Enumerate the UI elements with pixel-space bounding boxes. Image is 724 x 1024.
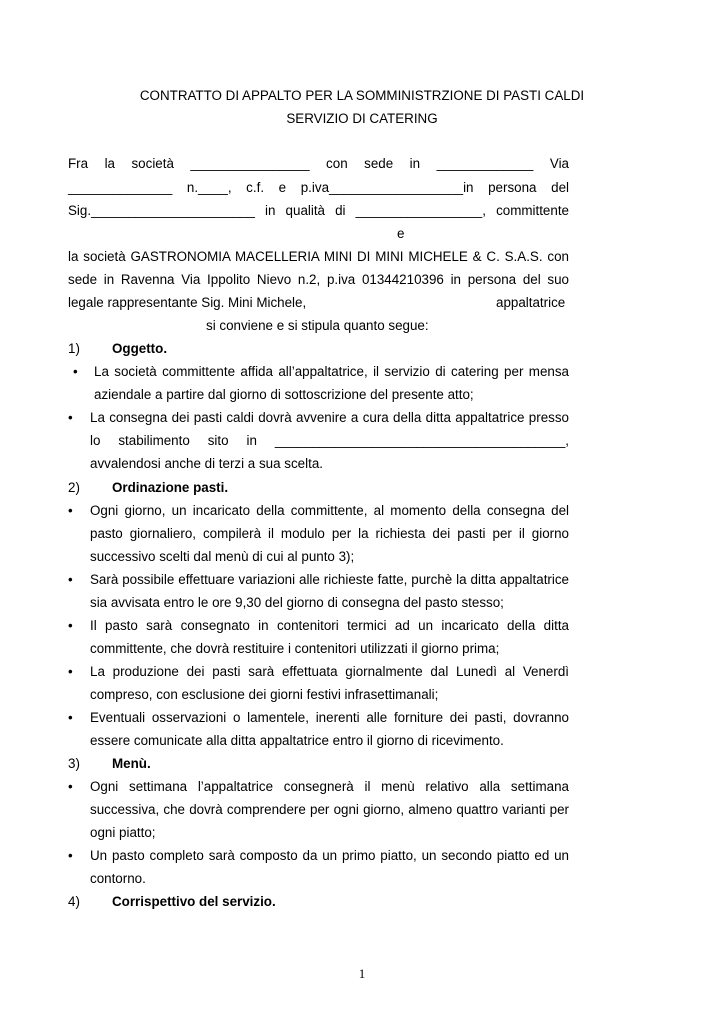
section-number: 2) — [68, 480, 80, 495]
bullet-icon: • — [73, 364, 78, 379]
list-item-line: Il pasto sarà consegnato in contenitori termici ad un incaricato della ditta — [90, 618, 569, 633]
list-item-line: lo stabilimento sito in _______________________________________, — [90, 433, 569, 448]
parties-line-4: la società GASTRONOMIA MACELLERIA MINI DI MINI MICHELE & C. S.A.S. con — [68, 249, 569, 264]
section-heading: Oggetto. — [112, 341, 168, 356]
list-item-line: Ogni giorno, un incaricato della committente, al momento della consegna del — [90, 503, 569, 518]
parties-line-5: sede in Ravenna Via Ippolito Nievo n.2, p.iva 01344210396 in persona del suo — [68, 272, 569, 287]
bullet-icon: • — [68, 664, 73, 679]
parties-line-1: Fra la società ________________ con sede in _____________ Via — [68, 156, 569, 171]
page-number: 1 — [358, 966, 366, 981]
section-number: 4) — [68, 894, 80, 909]
section-heading: Ordinazione pasti. — [112, 480, 229, 495]
bullet-icon: • — [68, 503, 73, 518]
list-item-line: sia avvisata entro le ore 9,30 del giorno di consegna del pasto stesso; — [90, 595, 504, 610]
parties-line-2: ______________ n.____, c.f. e p.iva__________________in persona del — [68, 180, 569, 195]
section-heading: Menù. — [112, 756, 151, 771]
title-line-1: CONTRATTO DI APPALTO PER LA SOMMINISTRZIONE DI PASTI CALDI — [139, 88, 585, 103]
list-item-line: compreso, con esclusione dei giorni festivi infrasettimanali; — [90, 687, 439, 702]
parties-line-6b: appaltatrice — [496, 295, 566, 310]
bullet-icon: • — [68, 710, 73, 725]
section-heading: Corrispettivo del servizio. — [112, 894, 276, 909]
list-item-line: Ogni settimana l’appaltatrice consegnerà il menù relativo alla settimana — [90, 779, 569, 794]
list-item-line: Un pasto completo sarà composto da un primo piatto, un secondo piatto ed un — [90, 848, 569, 863]
list-item-line: La produzione dei pasti sarà effettuata giornalmente dal Lunedì al Venerdì — [90, 664, 569, 679]
section-number: 3) — [68, 756, 80, 771]
list-item-line: aziendale a partire dal giorno di sottoscrizione del presente atto; — [94, 387, 474, 402]
parties-line-7: si conviene e si stipula quanto segue: — [206, 318, 429, 333]
list-item-line: essere comunicate alla ditta appaltatrice entro il giorno di ricevimento. — [90, 733, 504, 748]
list-item-line: pasto giornaliero, compilerà il modulo per la richiesta dei pasti per il giorno — [90, 526, 569, 541]
list-item-line: La consegna dei pasti caldi dovrà avvenire a cura della ditta appaltatrice presso — [90, 410, 569, 425]
list-item-line: contorno. — [90, 871, 146, 886]
list-item-line: ogni piatto; — [90, 825, 156, 840]
list-item-line: avvalendosi anche di terzi a sua scelta. — [90, 456, 323, 471]
bullet-icon: • — [68, 779, 73, 794]
bullet-icon: • — [68, 410, 73, 425]
conjunction-e: e — [397, 226, 405, 241]
list-item-line: La società committente affida all’appaltatrice, il servizio di catering per mensa — [94, 364, 569, 379]
parties-line-6a: legale rappresentante Sig. Mini Michele, — [68, 295, 307, 310]
list-item-line: committente, che dovrà restituire i contenitori utilizzati il giorno prima; — [90, 641, 500, 656]
bullet-icon: • — [68, 618, 73, 633]
title-line-2: SERVIZIO DI CATERING — [286, 111, 438, 126]
list-item-line: successivo scelti dal menù di cui al punto 3); — [90, 549, 355, 564]
list-item-line: Eventuali osservazioni o lamentele, inerenti alle forniture dei pasti, dovranno — [90, 710, 569, 725]
list-item-line: successiva, che dovrà comprendere per ogni giorno, almeno quattro varianti per — [90, 802, 569, 817]
parties-line-3: Sig.______________________ in qualità di _________________, committente — [68, 203, 569, 218]
bullet-icon: • — [68, 572, 73, 587]
list-item-line: Sarà possibile effettuare variazioni alle richieste fatte, purchè la ditta appaltatrice — [90, 572, 569, 587]
bullet-icon: • — [68, 848, 73, 863]
section-number: 1) — [68, 341, 80, 356]
